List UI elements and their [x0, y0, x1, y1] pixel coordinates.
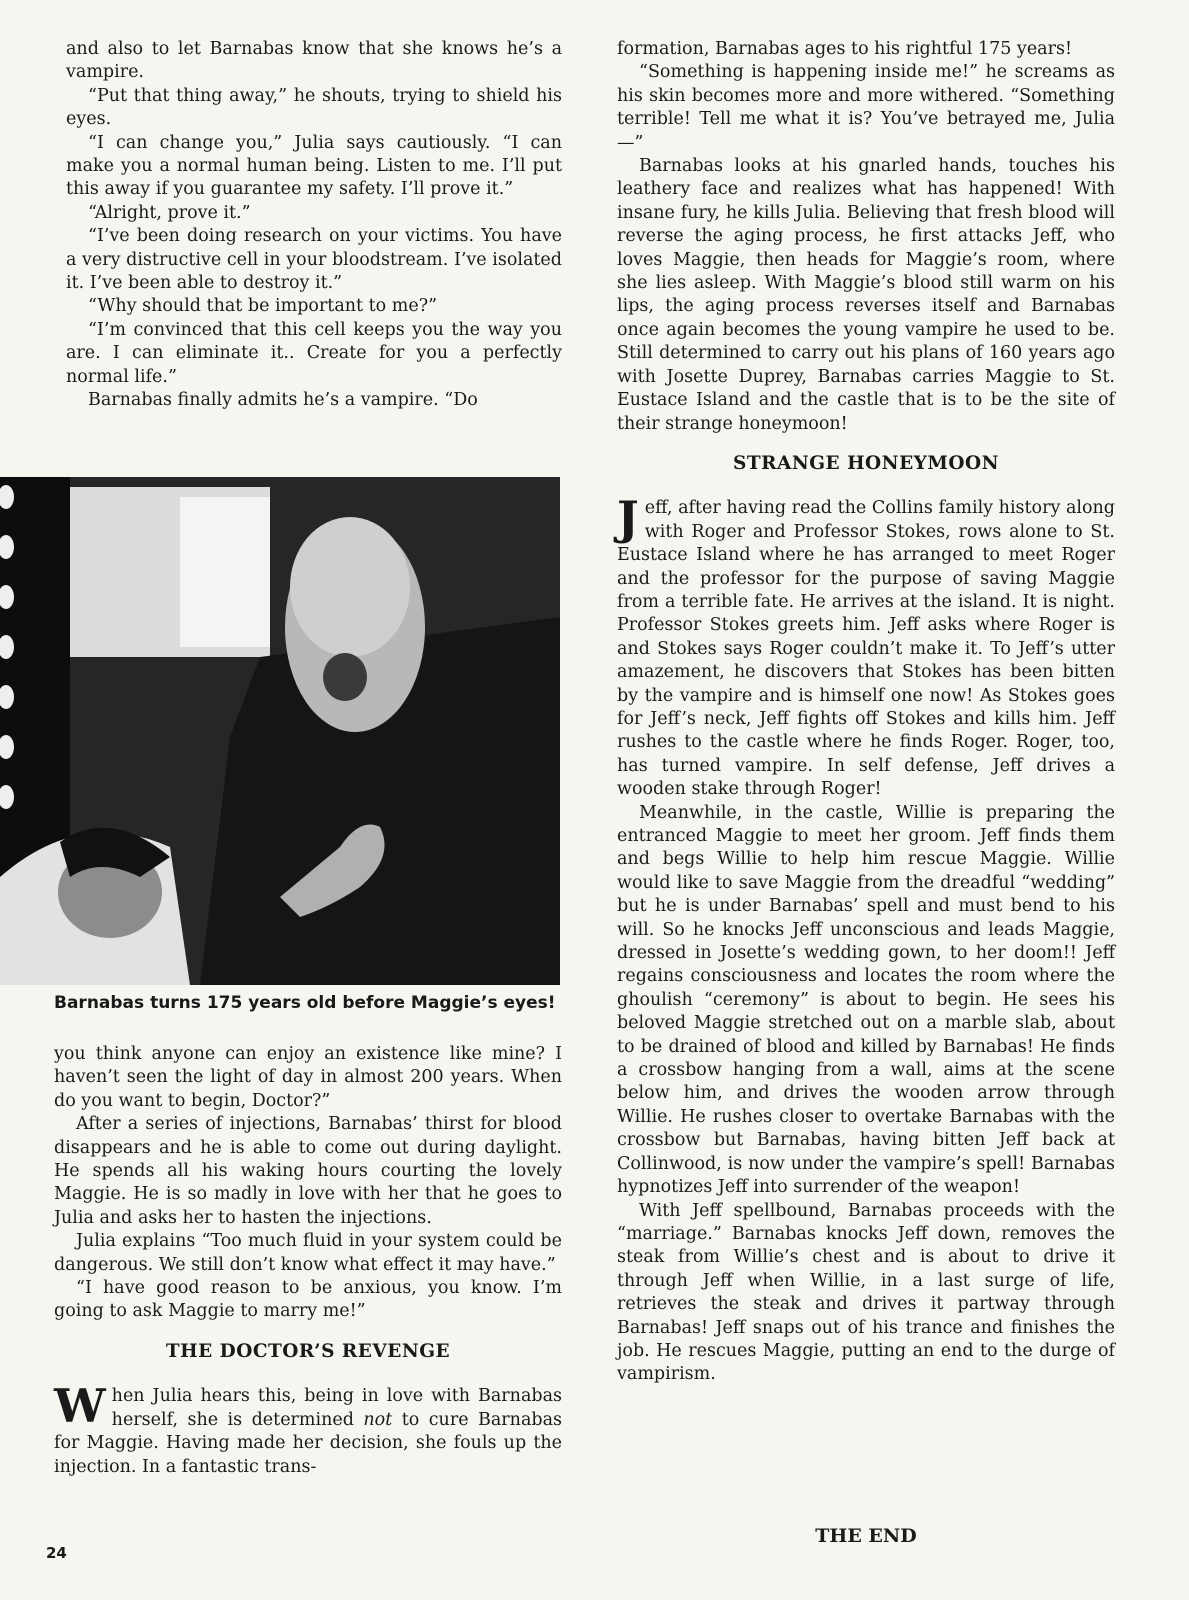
- left-column-bottom: [54, 1043, 562, 1479]
- paragraph: “I can change you,” Julia says cautiously. “I can make you a normal human being. Listen to me. I’ll put this away if you guarantee my safety. I’ll prove it.”: [66, 132, 562, 200]
- paragraph: “Something is happening inside me!” he screams as his skin becomes more and more withered. “Something terrible! Tell me what it is? You’ve betrayed me, Julia—”: [617, 62, 1115, 153]
- paragraph: Barnabas finally admits he’s a vampire. “Do: [88, 390, 478, 411]
- paragraph-honeymoon: [617, 491, 1115, 801]
- paragraph-text: hen Julia hears this, being in love with Barnabas herself, she is determined: [111, 1386, 562, 1430]
- paragraph: With Jeff spellbound, Barnabas proceeds with the “marriage.” Barnabas knocks Jeff down, removes the steak from Willie’s chest and is about to drive it through Jeff when Willie, in a last surge of life, retrieves the steak and drives it partway through Barnabas! Jeff snaps out of his trance and finishes the job. He rescues Maggie, putting an end to the durge of vampirism.: [617, 1200, 1115, 1385]
- paragraph: “Put that thing away,” he shouts, trying to shield his eyes.: [66, 85, 562, 130]
- movie-still-photo: [0, 477, 560, 985]
- page-number: 24: [46, 1544, 67, 1562]
- the-end-label: THE END: [815, 1525, 917, 1547]
- drop-cap: J: [617, 491, 639, 546]
- paragraph: Julia explains “Too much fluid in your system could be dangerous. We still don’t know what effect it may have.”: [54, 1231, 562, 1275]
- right-column: [617, 38, 1115, 1387]
- photo-caption: Barnabas turns 175 years old before Maggie’s eyes!: [54, 993, 556, 1013]
- photo-illustration: [0, 477, 560, 985]
- paragraph: “Why should that be important to me?”: [88, 296, 438, 317]
- paragraph: “I’ve been doing research on your victims. You have a very distructive cell in your bloodstream. I’ve isolated it. I’ve been able to destroy it.”: [66, 226, 562, 294]
- paragraph: “I have good reason to be anxious, you know. I’m going to ask Maggie to marry me!”: [54, 1278, 562, 1322]
- paragraph-text: eff, after having read the Collins family history along with Roger and Professor Stokes, rows alone to St. Eustace Island where he has arranged to meet Roger and the professor for the purpose of saving Maggie from a terrible fate. He arrives at the island. It is night. Professor Stokes greets him. Jeff asks where Roger is and Stokes says Roger couldn’t make it. To Jeff’s utter amazement, he discovers that Stokes has been bitten by the vampire and is himself one now! As Stokes goes for Jeff’s neck, Jeff fights off Stokes and kills him. Jeff rushes to the castle where he finds Roger. Roger, too, has turned vampire. In self defense, Jeff drives a wooden stake through Roger!: [617, 498, 1115, 800]
- paragraph: “I’m convinced that this cell keeps you the way you are. I can eliminate it.. Create for you a perfectly normal life.”: [66, 319, 562, 387]
- paragraph: Barnabas looks at his gnarled hands, touches his leathery face and realizes what has happened! With insane fury, he kills Julia. Believing that fresh blood will reverse the aging process, he first attacks Jeff, who loves Maggie, then heads for Maggie’s room, where she lies asleep. With Maggie’s blood still warm on his lips, the aging process reverses itself and Barnabas once again becomes the young vampire he used to be. Still determined to carry out his plans of 160 years ago with Josette Duprey, Barnabas carries Maggie to St. Eustace Island and the castle that is to be the site of their strange honeymoon!: [617, 156, 1115, 434]
- emphasis: not: [363, 1409, 393, 1430]
- paragraph: you think anyone can enjoy an existence like mine? I haven’t seen the light of day in almost 200 years. When do you want to begin, Doctor?”: [54, 1044, 562, 1111]
- paragraph: Meanwhile, in the castle, Willie is preparing the entranced Maggie to meet her groom. Jeff finds them and begs Willie to help him rescue Maggie. Willie would like to save Maggie from the dreadful “wedding” but he is under Barnabas’ spell and must bend to his will. So he knocks Jeff unconscious and leads Maggie, dressed in Josette’s wedding gown, to her doom!! Jeff regains consciousness and locates the room where the ghoulish “ceremony” is about to begin. He sees his beloved Maggie stretched out on a marble slab, about to be drained of blood and killed by Barnabas! He finds a crossbow hanging from a wall, aims at the scene below him, and drives the wooden arrow through Willie. He rushes closer to overtake Barnabas with the crossbow but Barnabas, having bitten Jeff back at Collinwood, is now under the vampire’s spell! Barnabas hypnotizes Jeff into surrender of the weapon!: [617, 802, 1115, 1198]
- paragraph: After a series of injections, Barnabas’ thirst for blood disappears and he is able to come out during daylight. He spends all his waking hours courting the lovely Maggie. He is so madly in love with her that he goes to Julia and asks her to hasten the injections.: [54, 1114, 562, 1228]
- left-column-top: [66, 38, 562, 413]
- paragraph: formation, Barnabas ages to his rightful 175 years!: [617, 39, 1072, 59]
- section-heading-strange-honeymoon: STRANGE HONEYMOON: [732, 452, 1000, 474]
- paragraph: “Alright, prove it.”: [88, 202, 251, 223]
- paragraph-text: to cure Barnabas for Maggie. Having made her decision, she fouls up the injection. In a fantastic trans-: [54, 1409, 562, 1477]
- paragraph: and also to let Barnabas know that she knows he’s a vampire.: [66, 39, 562, 83]
- section-heading-doctors-revenge: THE DOCTOR’S REVENGE: [165, 1340, 451, 1362]
- paragraph-doctor: [54, 1379, 562, 1479]
- drop-cap: W: [54, 1379, 106, 1434]
